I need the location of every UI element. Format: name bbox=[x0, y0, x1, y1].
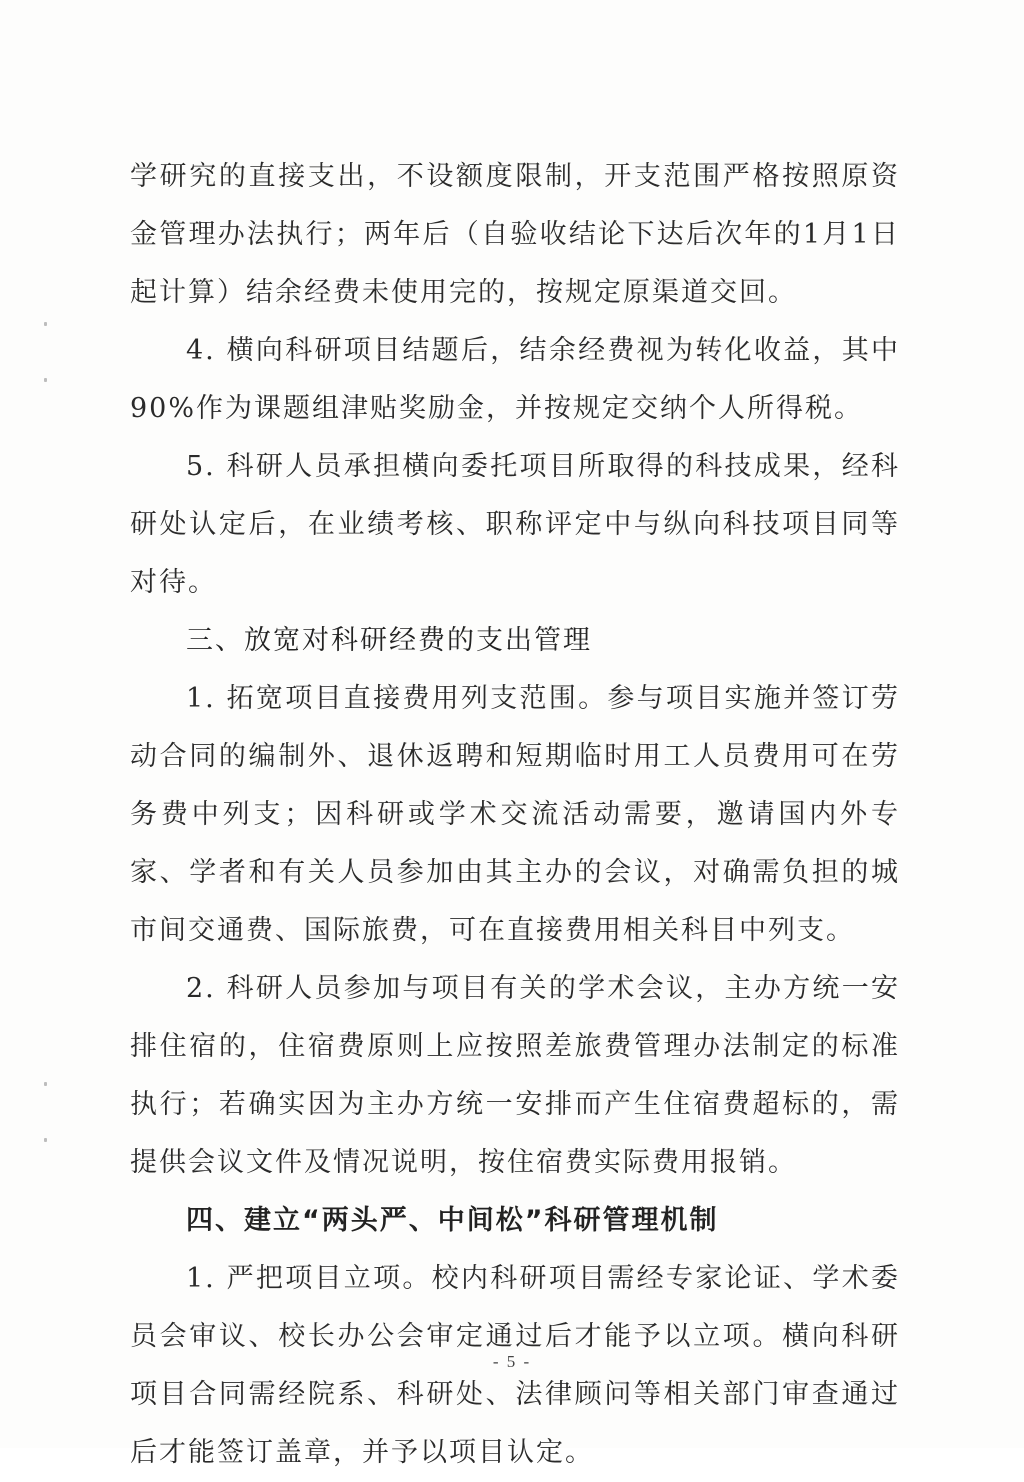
paragraph-item-4: 4. 横向科研项目结题后，结余经费视为转化收益，其中90%作为课题组津贴奖励金，并按规定交纳个人所得税。 bbox=[130, 335, 900, 424]
document-body bbox=[130, 148, 900, 1482]
paragraph-item-1: 1. 严把项目立项。校内科研项目需经专家论证、学术委员会审议、校长办公会审定通过后才能予以立项。横向科研项目合同需经院系、科研处、法律顾问等相关部门审查通过后才能签订盖章，并予以项目认定。 bbox=[130, 1263, 900, 1468]
paragraph-item-2: 2. 科研人员参加与项目有关的学术会议，主办方统一安排住宿的，住宿费原则上应按照差旅费管理办法制定的标准执行；若确实因为主办方统一安排而产生住宿费超标的，需提供会议文件及情况说明，按住宿费实际费用报销。 bbox=[130, 973, 900, 1178]
paragraph-item-5: 5. 科研人员承担横向委托项目所取得的科技成果，经科研处认定后，在业绩考核、职称评定中与纵向科技项目同等对待。 bbox=[130, 451, 900, 598]
scan-speck bbox=[44, 1082, 47, 1086]
scan-speck bbox=[44, 322, 47, 326]
paragraph-continuation: 学研究的直接支出，不设额度限制，开支范围严格按照原资金管理办法执行；两年后（自验收结论下达后次年的1月1日起计算）结余经费未使用完的，按规定原渠道交回。 bbox=[130, 161, 900, 308]
paragraph-item-1: 1. 拓宽项目直接费用列支范围。参与项目实施并签订劳动合同的编制外、退休返聘和短期临时用工人员费用可在劳务费中列支；因科研或学术交流活动需要，邀请国内外专家、学者和有关人员参加由其主办的会议，对确需负担的城市间交通费、国际旅费，可在直接费用相关科目中列支。 bbox=[130, 683, 900, 946]
scan-speck bbox=[44, 378, 47, 382]
page-number: - 5 - bbox=[492, 1352, 532, 1371]
section-heading-3: 三、放宽对科研经费的支出管理 bbox=[186, 625, 592, 656]
section-heading-4: 四、建立“两头严、中间松”科研管理机制 bbox=[186, 1205, 719, 1236]
scan-speck bbox=[44, 1138, 47, 1142]
